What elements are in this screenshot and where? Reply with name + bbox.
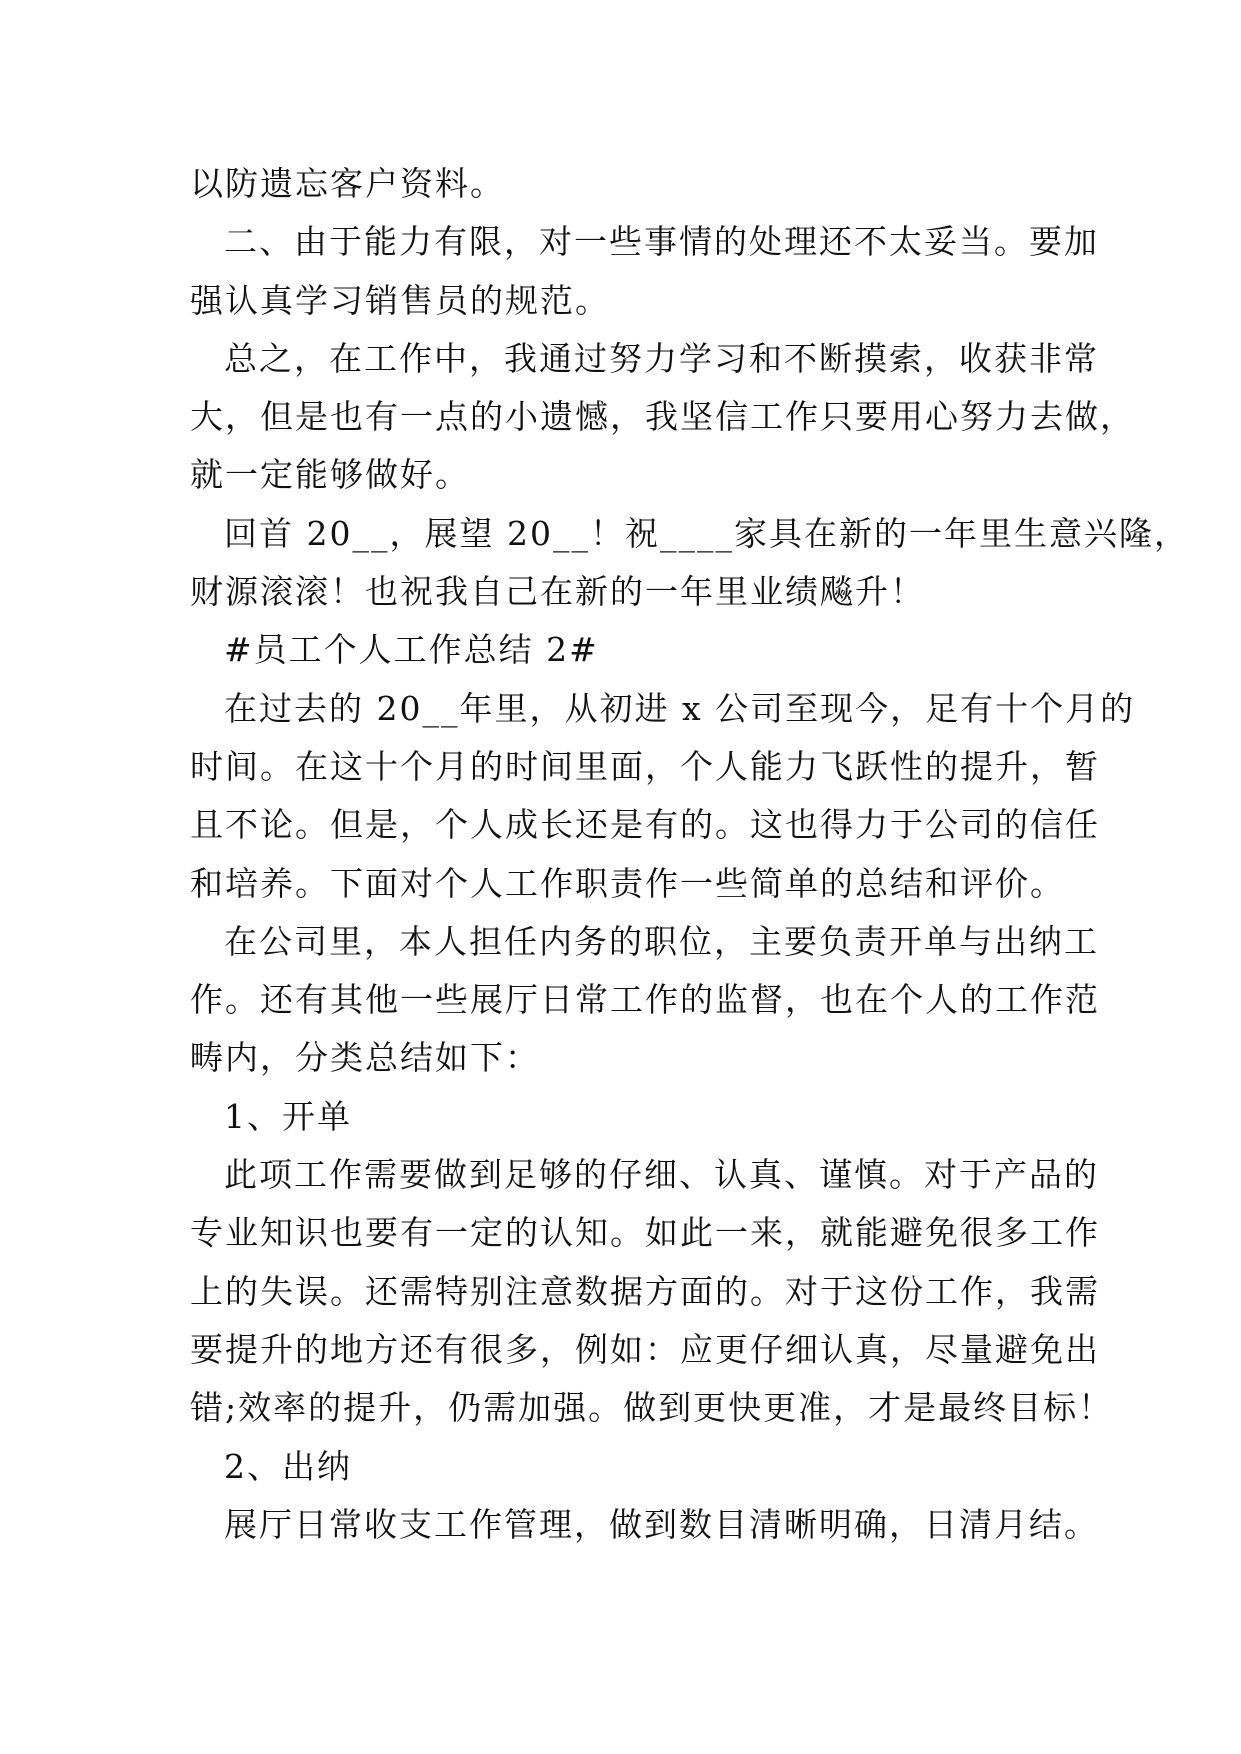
list-heading: 2、出纳 [224, 1446, 352, 1486]
text-line: 以防遗忘客户资料。 [190, 164, 505, 203]
text-line: 回首 20__，展望 20__！祝____家具在新的一年里生意兴隆， [224, 513, 1189, 553]
text-line: 大，但是也有一点的小遗憾，我坚信工作只要用心努力去做， [190, 397, 1135, 437]
text-line: 作。还有其他一些展厅日常工作的监督，也在个人的工作范 [190, 980, 1100, 1020]
text-line: 畴内，分类总结如下： [190, 1038, 540, 1078]
list-heading: 1、开单 [224, 1096, 352, 1136]
text-line: 在公司里，本人担任内务的职位，主要负责开单与出纳工 [224, 921, 1099, 961]
text-line: 时间。在这十个月的时间里面，个人能力飞跃性的提升，暂 [190, 746, 1100, 786]
document-body [190, 155, 1189, 1554]
text-line: 此项工作需要做到足够的仔细、认真、谨慎。对于产品的 [224, 1155, 1099, 1195]
text-line: 和培养。下面对个人工作职责作一些简单的总结和评价。 [190, 863, 1065, 903]
section-heading: #员工个人工作总结 2# [224, 630, 599, 670]
text-line: 上的失误。还需特别注意数据方面的。对于这份工作，我需 [190, 1271, 1100, 1311]
text-line: 且不论。但是，个人成长还是有的。这也得力于公司的信任 [190, 805, 1100, 845]
text-line: 专业知识也要有一定的认知。如此一来，就能避免很多工作 [190, 1213, 1100, 1253]
text-line: 在过去的 20__年里，从初进 x 公司至现今，足有十个月的 [224, 688, 1136, 728]
text-line: 财源滚滚！也祝我自己在新的一年里业绩飚升！ [190, 572, 925, 612]
text-line: 二、由于能力有限，对一些事情的处理还不太妥当。要加 [224, 222, 1099, 262]
text-line: 就一定能够做好。 [190, 455, 470, 495]
text-line: 要提升的地方还有很多，例如：应更仔细认真，尽量避免出 [190, 1329, 1100, 1369]
text-line: 总之，在工作中，我通过努力学习和不断摸索，收获非常 [224, 338, 1099, 378]
text-line: 展厅日常收支工作管理，做到数目清晰明确，日清月结。 [224, 1504, 1099, 1544]
text-line: 错;效率的提升，仍需加强。做到更快更准，才是最终目标！ [190, 1388, 1114, 1428]
text-line: 强认真学习销售员的规范。 [190, 280, 610, 320]
